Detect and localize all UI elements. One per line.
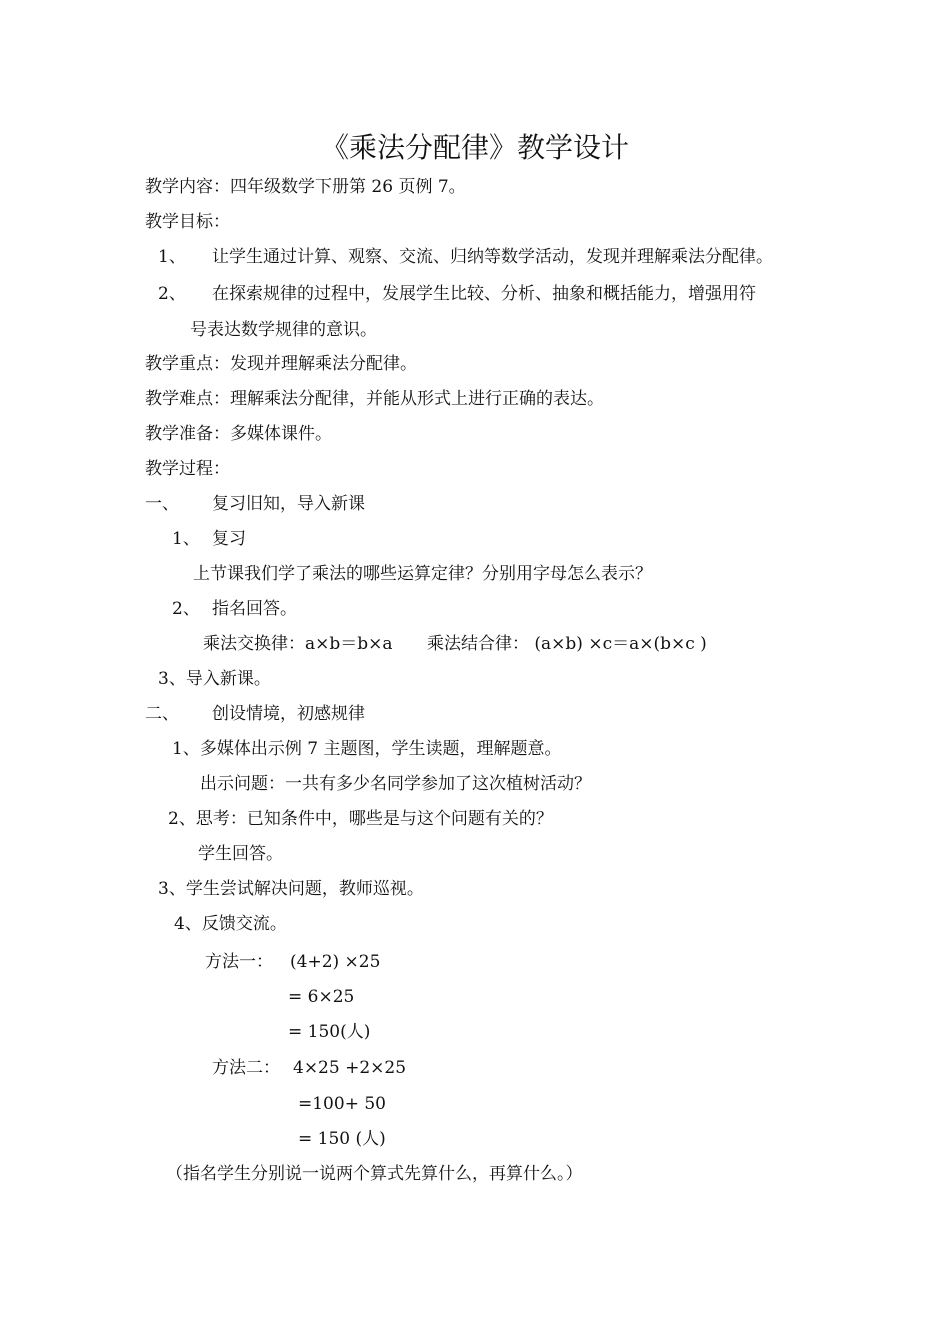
section-2-heading: 创设情境，初感规律 — [212, 704, 365, 724]
teaching-content: 教学内容：四年级数学下册第 26 页例 7。 — [145, 177, 466, 197]
step-2-3: 3、学生尝试解决问题，教师巡视。 — [158, 879, 424, 899]
method-1-line-2: = 6×25 — [288, 987, 355, 1007]
method-2-label: 方法二： — [212, 1058, 280, 1078]
step-2-1-question: 出示问题：一共有多少名同学参加了这次植树活动？ — [200, 774, 591, 794]
method-2-line-3: = 150 (人) — [298, 1129, 386, 1149]
method-1-line-3: = 150(人) — [288, 1022, 371, 1042]
method-2-line-1: 4×25 +2×25 — [293, 1058, 407, 1078]
step-1-1-text: 复习 — [212, 529, 246, 549]
closing-note: （指名学生分别说一说两个算式先算什么，再算什么。） — [166, 1164, 583, 1184]
method-1-line-1: (4+2) ×25 — [290, 952, 381, 972]
goal-2-text: 在探索规律的过程中，发展学生比较、分析、抽象和概括能力，增强用符 — [212, 284, 756, 304]
step-1-2-number: 2、 — [172, 599, 200, 619]
step-2-1: 1、多媒体出示例 7 主题图，学生读题，理解题意。 — [172, 739, 562, 759]
step-2-4: 4、反馈交流。 — [174, 914, 287, 934]
method-1-label: 方法一： — [205, 952, 273, 972]
preparation: 教学准备：多媒体课件。 — [145, 424, 332, 444]
step-2-2-answer: 学生回答。 — [198, 844, 283, 864]
review-question: 上节课我们学了乘法的哪些运算定律？分别用字母怎么表示？ — [193, 564, 652, 584]
document-title: 《乘法分配律》教学设计 — [320, 131, 629, 164]
step-1-2-text: 指名回答。 — [212, 599, 297, 619]
step-1-3: 3、导入新课。 — [158, 669, 271, 689]
key-point: 教学重点：发现并理解乘法分配律。 — [145, 354, 417, 374]
goal-1-number: 1、 — [158, 247, 186, 267]
commutative-law: 乘法交换律：a×b＝b×a — [203, 634, 393, 654]
goal-2-number: 2、 — [158, 284, 186, 304]
associative-law: 乘法结合律： (a×b) ×c＝a×(b×c ) — [427, 634, 707, 654]
process-label: 教学过程： — [145, 459, 230, 479]
goal-2-continuation: 号表达数学规律的意识。 — [190, 320, 377, 340]
difficulty: 教学难点：理解乘法分配律，并能从形式上进行正确的表达。 — [145, 389, 604, 409]
section-2-number: 二、 — [145, 704, 179, 724]
step-1-1-number: 1、 — [172, 529, 200, 549]
section-1-heading: 复习旧知，导入新课 — [212, 494, 365, 514]
step-2-2: 2、思考：已知条件中，哪些是与这个问题有关的？ — [168, 809, 553, 829]
goal-1-text: 让学生通过计算、观察、交流、归纳等数学活动，发现并理解乘法分配律。 — [212, 247, 773, 267]
section-1-number: 一、 — [145, 494, 179, 514]
method-2-line-2: =100+ 50 — [298, 1094, 386, 1114]
teaching-goals-label: 教学目标： — [145, 212, 230, 232]
